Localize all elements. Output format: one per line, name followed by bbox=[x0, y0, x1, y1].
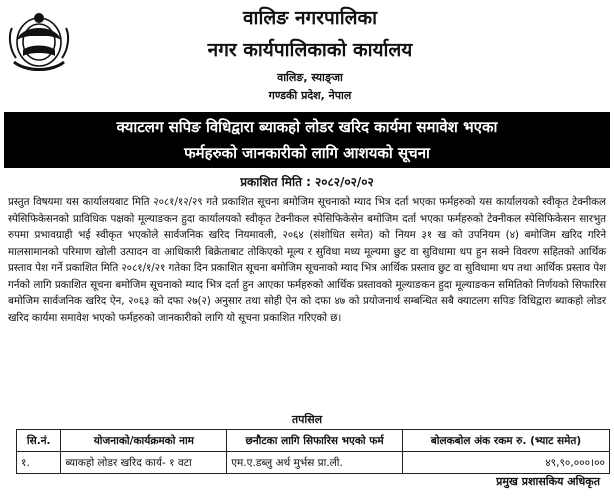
table-row bbox=[17, 452, 610, 474]
schedule-title: तपसिल bbox=[291, 413, 323, 426]
notice-title-line-1: क्याटलग सपिङ विधिद्वारा ब्याकहो लोडर खरिद कार्यमा समावेश भएका bbox=[116, 118, 498, 136]
cell-bid-amount: ४९,९०,०००।०० bbox=[402, 452, 609, 474]
published-date: प्रकाशित मिति : २०८२/०२/०२ bbox=[240, 175, 374, 189]
table-header-row bbox=[17, 430, 610, 452]
org-name: वालिङ नगरपालिका bbox=[242, 7, 378, 29]
office-location: वालिङ, स्याङ्जा bbox=[277, 71, 343, 84]
government-emblem-icon bbox=[8, 6, 70, 72]
schedule-table bbox=[16, 429, 610, 474]
notice-title-banner bbox=[4, 112, 610, 168]
header-recommended-firm: छनौटका लागि सिफारिस भएको फर्म bbox=[227, 430, 403, 452]
cell-program-name: ब्याकहो लोडर खरिद कार्य- १ वटा bbox=[61, 452, 227, 474]
cell-recommended-firm: एम.ए.डब्लु अर्थ मुर्भस प्रा.ली. bbox=[227, 452, 403, 474]
office-name: नगर कार्यपालिकाको कार्यालय bbox=[207, 39, 413, 61]
signature-title: प्रमुख प्रशासकिय अधिकृत bbox=[496, 475, 600, 488]
header-serial-number: सि.नं. bbox=[17, 430, 61, 452]
header-bid-amount: बोलकबोल अंक रकम रु. (भ्याट समेत) bbox=[402, 430, 609, 452]
cell-serial-number: १. bbox=[17, 452, 61, 474]
notice-body: प्रस्तुत विषयमा यस कार्यालयबाट मिति २०८१/१२/२९ गते प्रकाशित सूचना बमोजिम सूचनाको म्याद भित्र दर्ता भएका फर्महरुको यस कार्यालयको स्वीकृत टेक्नीकल स्पेसिफिकेसनको प्राविधिक पक्षको मूल्याङकन हुदा कार्यालयको स्वीकृत टेक्नीकल स्पेसिफिकेसेन बमोजिम दर्ता भएका फर्महरुको टेक्नीकल स्पेसिफिकेसन सारभुत रुपमा प्रभावग्राही भई स्वीकृत भएकोले सार्वजनिक खरिद नियमावली, २०६४ (संशोधित समेत) को नियम ३१ ख को उपनियम (४) बमोजिम खरिद गरिने मालसामानको परिमाण खोली उत्पादन वा आधिकारी बिक्रेताबाट तोकिएको मूल्य र सुविधा मध्य मूल्यमा छुट वा सुविधामा थप हुन सक्ने विवरण सहितको आर्थिक प्रस्ताव पेश गर्ने प्रकाशित मिति २०८१/१/२१ गतेका दिन प्रकाशित सूचना बमोजिम सूचनाको म्याद भित्र आर्थिक प्रस्ताव छुट वा सुविधामा थप तथा आर्थिक प्रस्ताव पेश गर्नको लागि प्रकाशित सूचना बमोजिम सूचनाको म्याद भित्र दर्ता हुन आएका फर्महरुको आर्थिक प्रस्तावको मूल्याङकन हुदा मूल्याङकन समितिको निर्णयको सिफारिस बमोजिम सार्वजनिक खरिद ऐन, २०६३ को दफा २७(२) अनुसार तथा सोही ऐन को दफा ४७ को प्रयोजनार्थ सम्बन्धित सबै क्याटलग सपिङ विधिद्वारा ब्याकहो लोडर खरिद कार्यमा समावेश भएको फर्महरुको जानकारीको लागि यो सूचना प्रकाशित गरिएको छ। bbox=[8, 196, 606, 324]
office-province: गण्डकी प्रदेश, नेपाल bbox=[268, 89, 352, 102]
header-program-name: योजनाको/कार्यक्रमको नाम bbox=[61, 430, 227, 452]
notice-title-line-2: फर्महरुको जानकारीको लागि आशयको सूचना bbox=[184, 144, 430, 162]
